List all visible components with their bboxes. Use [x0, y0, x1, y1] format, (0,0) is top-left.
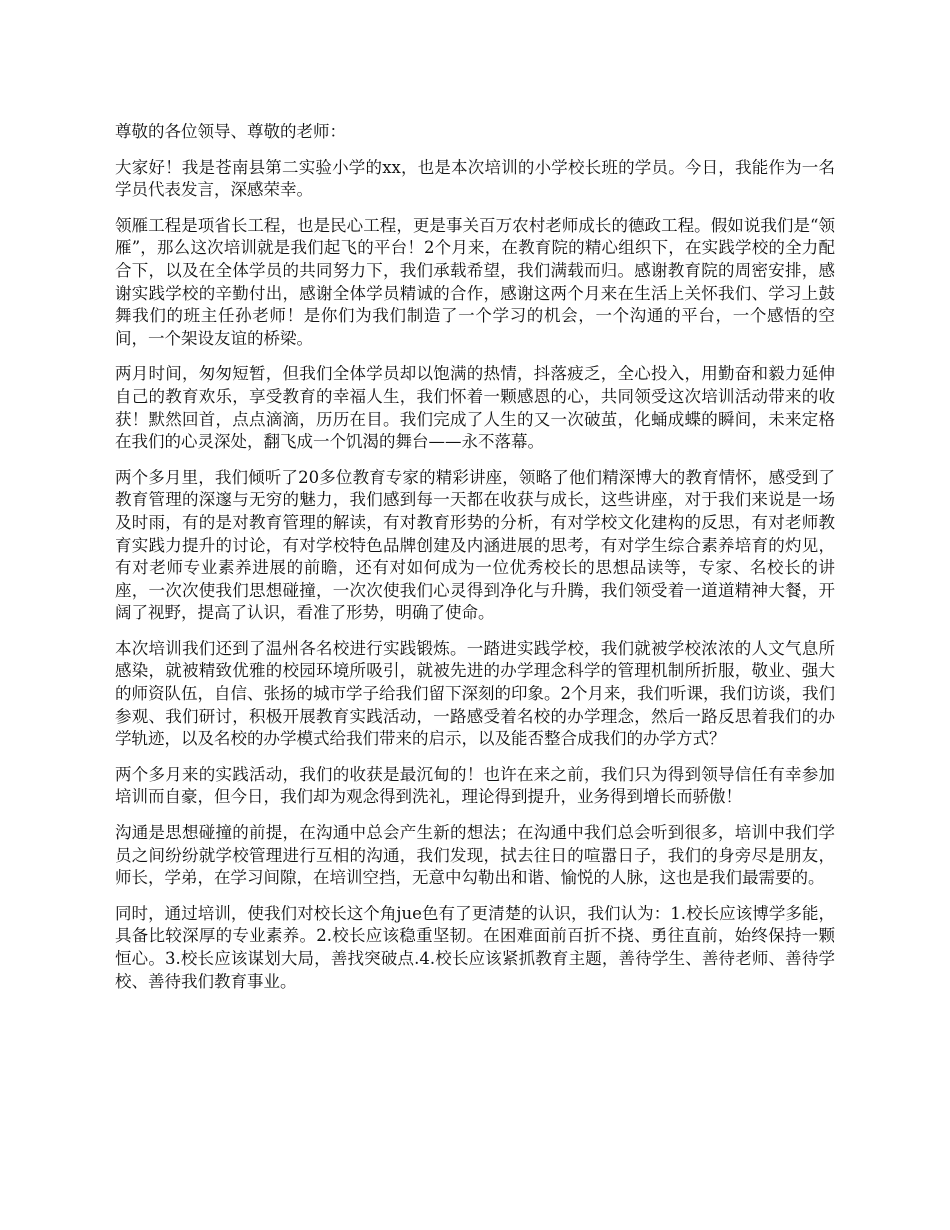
- paragraph-lingyan-project: 领雁工程是项省长工程，也是民心工程，更是事关百万农村老师成长的德政工程。假如说我们是“领雁”，那么这次培训就是我们起飞的平台！2个月来，在教育院的精心组织下，在实践学校的全力配合下，以及在全体学员的共同努力下，我们承载希望，我们满载而归。感谢教育院的周密安排，感谢实践学校的辛勤付出，感谢全体学员精诚的合作，感谢这两个月来在生活上关怀我们、学习上鼓舞我们的班主任孙老师！是你们为我们制造了一个学习的机会，一个沟通的平台，一个感悟的空间，一个架设友谊的桥梁。: [115, 215, 835, 348]
- paragraph-harvest: 两个多月来的实践活动，我们的收获是最沉甸的！也许在来之前，我们只为得到领导信任有幸参加培训而自豪，但今日，我们却为观念得到洗礼，理论得到提升，业务得到增长而骄傲！: [115, 764, 835, 807]
- paragraph-lectures: 两个多月里，我们倾听了20多位教育专家的精彩讲座，领略了他们精深博大的教育情怀，感受到了教育管理的深邃与无穷的魅力，我们感到每一天都在收获与成长，这些讲座，对于我们来说是一场及时雨，有的是对教育管理的解读，有对教育形势的分析，有对学校文化建构的反思，有对老师教育实践力提升的讨论，有对学校特色品牌创建及内涵进展的思考，有对学生综合素养培育的灼见，有对老师专业素养进展的前瞻，还有对如何成为一位优秀校长的思想品读等，专家、名校长的讲座，一次次使我们思想碰撞，一次次使我们心灵得到净化与升腾，我们领受着一道道精神大餐，开阔了视野，提高了认识，看准了形势，明确了使命。: [115, 467, 835, 623]
- paragraph-practice: 本次培训我们还到了温州各名校进行实践锻炼。一踏进实践学校，我们就被学校浓浓的人文气息所感染，就被精致优雅的校园环境所吸引，就被先进的办学理念科学的管理机制所折服，敬业、强大的师资队伍，自信、张扬的城市学子给我们留下深刻的印象。2个月来，我们听课，我们访谈，我们参观、我们研讨，积极开展教育实践活动，一路感受着名校的办学理念，然后一路反思着我们的办学轨迹，以及名校的办学模式给我们带来的启示，以及能否整合成我们的办学方式？: [115, 638, 835, 749]
- paragraph-communication: 沟通是思想碰撞的前提，在沟通中总会产生新的想法；在沟通中我们总会听到很多，培训中我们学员之间纷纷就学校管理进行互相的沟通，我们发现，拭去往日的喧嚣日子，我们的身旁尽是朋友，师长，学弟，在学习间隙，在培训空挡，无意中勾勒出和谐、愉悦的人脉，这也是我们最需要的。: [115, 823, 835, 888]
- paragraph-two-months: 两月时间，匆匆短暂，但我们全体学员却以饱满的热情，抖落疲乏，全心投入，用勤奋和毅力延伸自己的教育欢乐，享受教育的幸福人生，我们怀着一颗感恩的心，共同领受这次培训活动带来的收获！默然回首，点点滴滴，历历在目。我们完成了人生的又一次破茧，化蛹成蝶的瞬间，未来定格在我们的心灵深处，翻飞成一个饥渴的舞台——永不落幕。: [115, 364, 835, 452]
- paragraph-greeting: 大家好！我是苍南县第二实验小学的xx，也是本次培训的小学校长班的学员。今日，我能作为一名学员代表发言，深感荣幸。: [115, 157, 835, 200]
- paragraph-principal-role: 同时，通过培训，使我们对校长这个角jue色有了更清楚的认识，我们认为：1.校长应该博学多能，具备比较深厚的专业素养。2.校长应该稳重坚韧。在困难面前百折不挠、勇往直前，始终保持一颗恒心。3.校长应该谋划大局，善找突破点.4.校长应该紧抓教育主题，善待学生、善待老师、善待学校、善待我们教育事业。: [115, 903, 835, 991]
- salutation: 尊敬的各位领导、尊敬的老师：: [115, 122, 346, 141]
- document-body: [115, 121, 835, 1006]
